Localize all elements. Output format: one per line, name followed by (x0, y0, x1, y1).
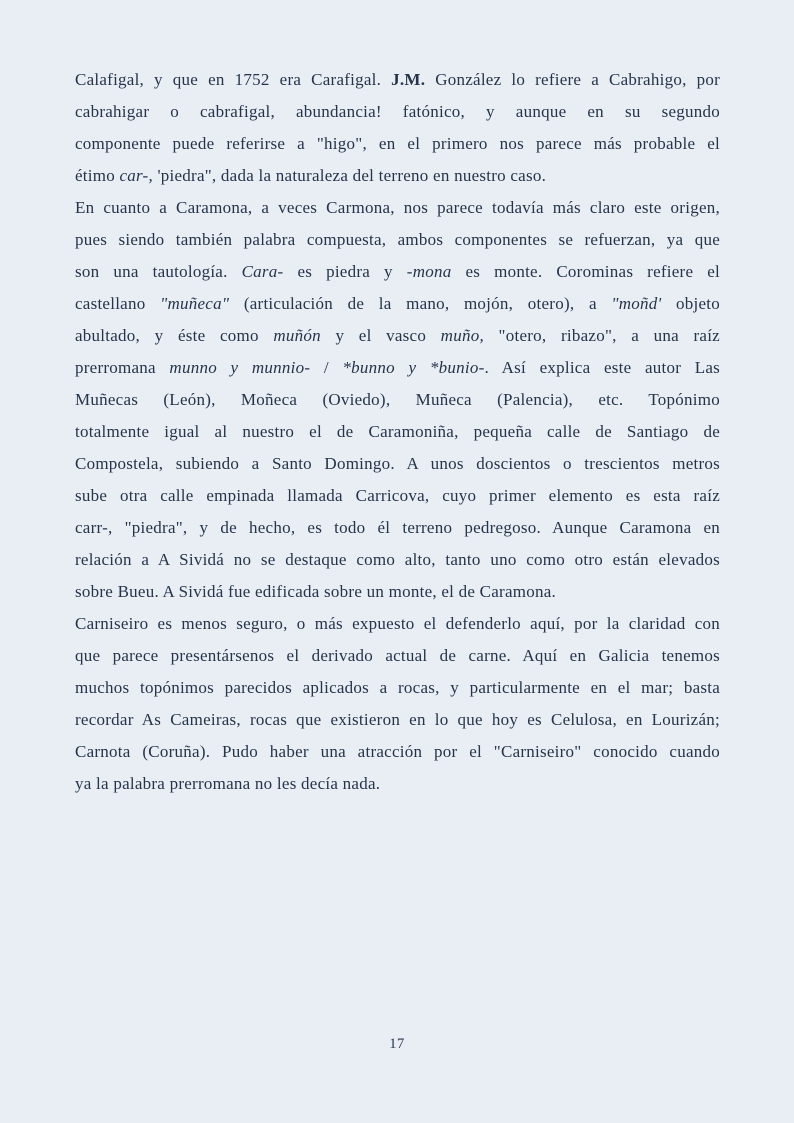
text-line (75, 352, 720, 384)
text-run: recordar As Cameiras, rocas que existieron en lo que hoy es Celulosa, en Lourizán; (75, 710, 720, 729)
text-line (75, 640, 720, 672)
text-run: "muñeca" (160, 294, 230, 313)
text-run: "otero, ribazo", a una raíz (483, 326, 720, 345)
text-run: Muñecas (León), Moñeca (Oviedo), Muñeca (Palencia), etc. Topónimo (75, 390, 720, 409)
text-line (75, 384, 720, 416)
text-run: castellano (75, 294, 161, 313)
text-run: *bunno y *bunio- (342, 358, 485, 377)
text-line (75, 416, 720, 448)
text-run: relación a A Sividá no se destaque como alto, tanto uno como otro están elevados (75, 550, 720, 569)
text-run: -mona (406, 262, 452, 281)
text-line (75, 512, 720, 544)
text-run: Carniseiro es menos seguro, o más expuesto el defenderlo aquí, por la claridad con (75, 614, 720, 633)
text-run: Compostela, subiendo a Santo Domingo. A unos doscientos o trescientos metros (75, 454, 720, 473)
text-run: sobre Bueu. A Sividá fue edificada sobre un monte, el de Caramona. (75, 582, 557, 601)
page-number: 17 (389, 1036, 405, 1052)
text-line (75, 128, 720, 160)
text-run: pues siendo también palabra compuesta, ambos componentes se refuerzan, ya que (75, 230, 720, 249)
text-run: muño, (440, 326, 484, 345)
text-run: carr-, "piedra", y de hecho, es todo él terreno pedregoso. Aunque Caramona en (75, 518, 720, 537)
text-run: que parece presentársenos el derivado actual de carne. Aquí en Galicia tenemos (75, 646, 720, 665)
text-run: étimo (75, 166, 120, 185)
text-run: es piedra y (283, 262, 407, 281)
text-line (75, 160, 720, 192)
text-run: prerromana (75, 358, 170, 377)
text-run: Carnota (Coruña). Pudo haber una atracción por el "Carniseiro" conocido cuando (75, 742, 720, 761)
text-run: son una tautología. (75, 262, 242, 281)
document-text (75, 64, 720, 800)
text-line (75, 64, 720, 96)
text-run: abultado, y éste como (75, 326, 274, 345)
text-line (75, 480, 720, 512)
text-line (75, 608, 720, 640)
text-run: "moñd' (611, 294, 662, 313)
text-run: / (310, 358, 343, 377)
text-run: González lo refiere a Cabrahigo, por (425, 70, 720, 89)
text-line (75, 288, 720, 320)
text-line (75, 544, 720, 576)
text-line (75, 736, 720, 768)
text-run: car-, (119, 166, 153, 185)
text-run: (articulación de la mano, mojón, otero), a (229, 294, 612, 313)
text-run: Cara- (241, 262, 284, 281)
text-run: muchos topónimos parecidos aplicados a rocas, y particularmente en el mar; basta (75, 678, 720, 697)
text-run: Calafigal, y que en 1752 era Carafigal. (75, 70, 392, 89)
text-line (75, 224, 720, 256)
text-run: munno y munnio- (169, 358, 311, 377)
text-run: objeto (661, 294, 721, 313)
text-line (75, 768, 720, 800)
text-run: En cuanto a Caramona, a veces Carmona, nos parece todavía más claro este origen, (75, 198, 720, 217)
text-run: 'piedra", dada la naturaleza del terreno en nuestro caso. (152, 166, 547, 185)
text-run: es monte. Corominas refiere el (451, 262, 721, 281)
text-run: componente puede referirse a "higo", en el primero nos parece más probable el (75, 134, 720, 153)
text-run: sube otra calle empinada llamada Carricova, cuyo primer elemento es esta raíz (75, 486, 720, 505)
text-line (75, 672, 720, 704)
text-line (75, 704, 720, 736)
page-footer (0, 1036, 794, 1053)
text-run: y el vasco (320, 326, 441, 345)
text-line (75, 576, 720, 608)
text-line (75, 192, 720, 224)
text-run: totalmente igual al nuestro el de Caramoniña, pequeña calle de Santiago de (75, 422, 720, 441)
text-run: J.M. (391, 70, 426, 89)
text-run: ya la palabra prerromana no les decía nada. (75, 774, 381, 793)
text-line (75, 448, 720, 480)
text-line (75, 256, 720, 288)
text-run: . Así explica este autor Las (484, 358, 721, 377)
text-run: muñón (273, 326, 321, 345)
text-run: cabrahigar o cabrafigal, abundancia! fatónico, y aunque en su segundo (75, 102, 720, 121)
text-line (75, 96, 720, 128)
text-line (75, 320, 720, 352)
